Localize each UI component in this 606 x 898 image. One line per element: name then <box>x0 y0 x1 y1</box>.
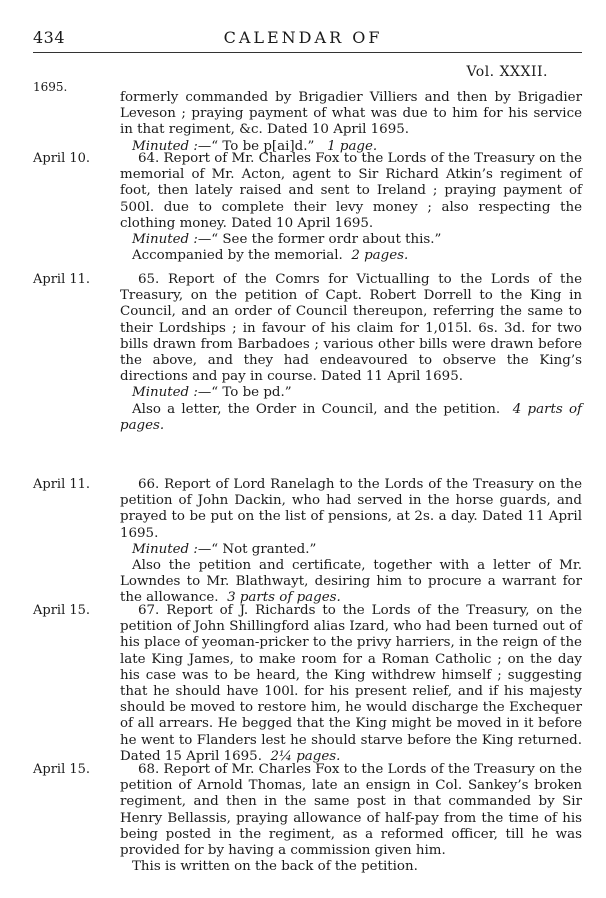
minuted-line: Minuted :—“ See the former ordr about this.” <box>132 232 442 248</box>
accompanied-line: Accompanied by the memorial. 2 pages. <box>132 248 409 264</box>
entry-date: April 15. <box>33 603 91 618</box>
entry-text: 64. Report of Mr. Charles Fox to the Lords of the Treasury on the memorial of Mr. Acton, agent to Sir Richard Atkin’s regiment of foot, then lately raised and sent to Ireland ; praying payment of 500l. due to complete their levy money ; also respecting the clothing money. Dated 10 April 1695. <box>120 151 582 231</box>
entry-date: April 10. <box>33 151 91 166</box>
page-number: 434 <box>33 28 66 47</box>
note-line: This is written on the back of the petition. <box>132 859 418 875</box>
extent: 2¼ pages. <box>270 748 341 764</box>
entry-text: 66. Report of Lord Ranelagh to the Lords of the Treasury on the petition of John Dackin, who had served in the horse guards, and prayed to be put on the list of pensions, at 2s. a day. Dated 11 April 1695. <box>120 477 582 541</box>
minuted-line: Minuted :—“ To be p[ai]d.” 1 page. <box>132 138 378 154</box>
minuted-line: Minuted :—“ To be pd.” <box>132 385 292 401</box>
entry-text: 65. Report of the Comrs for Victualling to the Lords of the Treasury, on the petition of Capt. Robert Dorrell to the King in Council, and an order of Council thereupon, referring the same to their Lordships ; in favour of his claim for 1,015l. 6s. 3d. for two bills drawn from Barbadoes ; various other bills were drawn before the above, and they had endeavoured to observe the King’s directions and pay in course. Dated 11 April 1695. <box>120 272 582 385</box>
volume-label: Vol. XXXII. <box>466 64 548 80</box>
entry-67 <box>120 603 582 765</box>
entry-date: April 11. <box>33 272 91 287</box>
entry-68 <box>120 762 582 875</box>
header-rule <box>33 52 582 53</box>
entry-date: April 15. <box>33 762 91 777</box>
running-title: CALENDAR OF <box>223 28 383 47</box>
entry-64 <box>120 151 582 264</box>
entry-continuation <box>120 90 582 155</box>
minuted-line: Minuted :—“ Not granted.” <box>132 541 317 557</box>
entry-text: 67. Report of J. Richards to the Lords of the Treasury, on the petition of John Shillingford alias Izard, who had been turned out of his place of yeoman-pricker to the privy harriers, in the reign of the late King James, to make room for a Roman Catholic ; on the day his case was to be heard, the King withdrew himself ; suggesting that he should have 100l. for his present relief, and if his majesty should be moved to restore him, he would discharge the Exchequer of all arrears. He begged that the King might be moved in it before he went to Flanders lest he should starve before the King returned. Dated 15 April 1695. 2¼ pages. <box>120 603 582 764</box>
entry-66 <box>120 477 582 607</box>
entry-text: 68. Report of Mr. Charles Fox to the Lords of the Treasury on the petition of Arnold Thomas, late an ensign in Col. Sankey’s broken regiment, and then in the same post in that commanded by Sir Henry Bellassis, praying allowance of half-pay from the time of his being posted in the regiment, as a reformed officer, till he was provided for by having a commission given him. <box>120 762 582 859</box>
entry-text: formerly commanded by Brigadier Villiers and then by Brigadier Leveson ; praying payment of what was due to him for his service in that regiment, &c. Dated 10 April 1695. <box>120 90 582 138</box>
extent: 1 page. <box>327 138 378 154</box>
year-margin: 1695. <box>33 80 68 94</box>
entry-date: April 11. <box>33 477 91 492</box>
extent: 3 parts of pages. <box>227 590 341 606</box>
entry-65 <box>120 272 582 434</box>
also-line: Also the petition and certificate, together with a letter of Mr. Lowndes to Mr. Blathwayt, desiring him to procure a warrant for the allowance. 3 parts of pages. <box>120 558 582 606</box>
also-line: Also a letter, the Order in Council, and the petition. 4 parts of pages. <box>120 401 583 433</box>
extent: 4 parts of pages. <box>120 401 583 433</box>
extent: 2 pages. <box>351 248 409 264</box>
